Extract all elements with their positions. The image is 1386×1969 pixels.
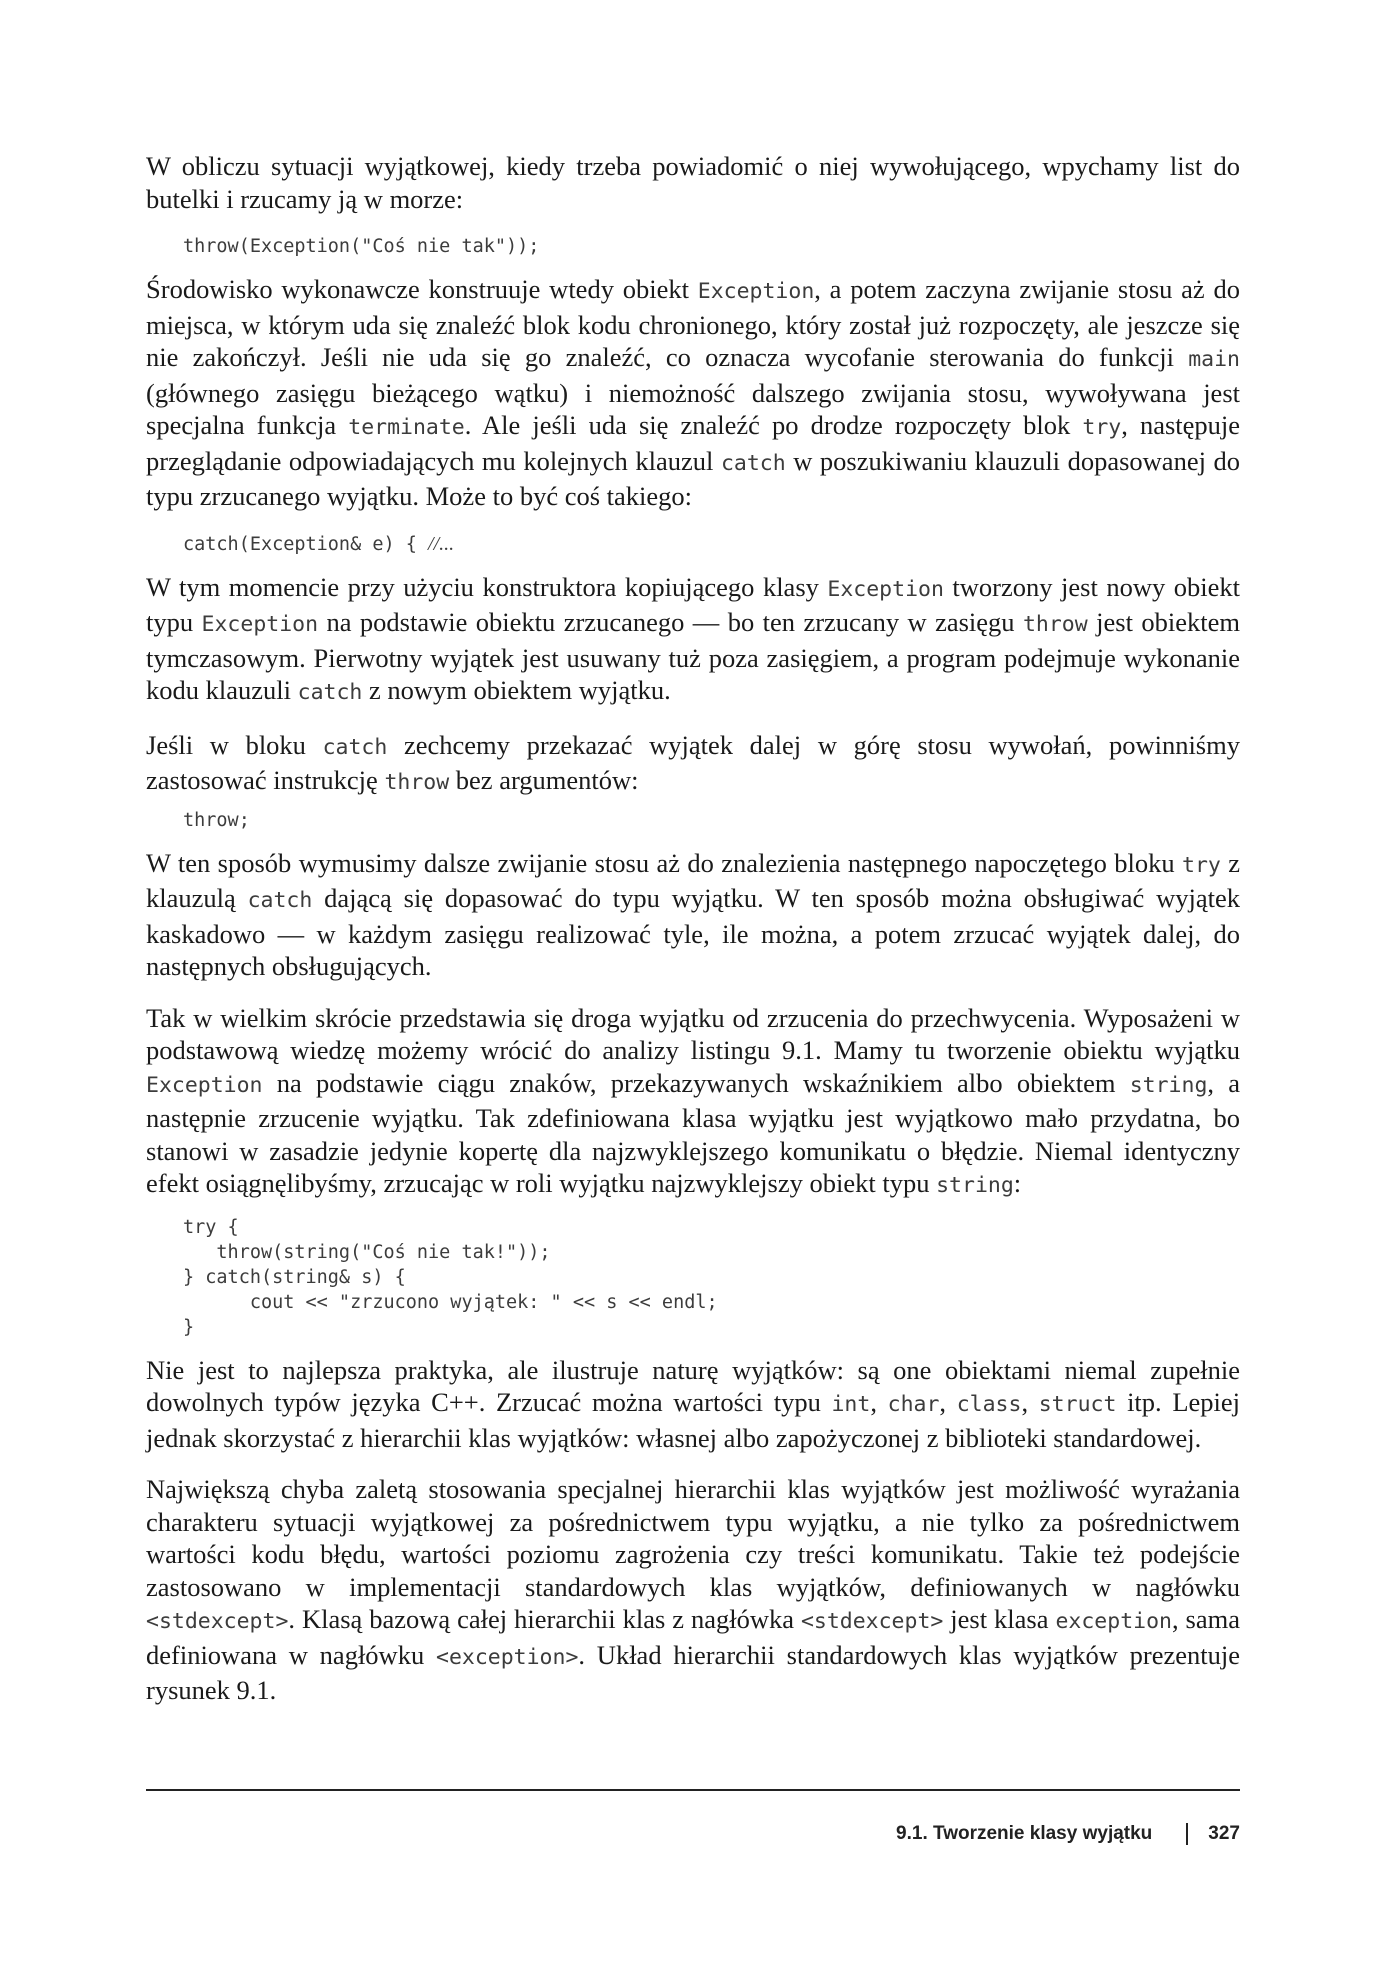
code-listing-try-catch: try { throw(string("Coś nie tak!")); } catch(string& s) { cout << "zrzucono wyjątek: " << s << endl; } [183, 1216, 718, 1338]
inline-code: int [831, 1392, 871, 1417]
inline-code: catch [322, 734, 388, 760]
inline-code: exception [1055, 1609, 1172, 1634]
inline-code: throw [384, 770, 450, 795]
inline-code: Exception [201, 612, 319, 637]
footer-separator [1186, 1823, 1188, 1845]
inline-code: terminate [348, 415, 465, 440]
inline-code: string [1129, 1072, 1208, 1098]
inline-code: string [936, 1173, 1014, 1198]
inline-code: try [1182, 852, 1221, 878]
inline-code: class [956, 1392, 1022, 1417]
inline-code: throw [1022, 612, 1088, 637]
paragraph-6: Tak w wielkim skrócie przedstawia się droga wyjątku od zrzucenia do przechwycenia. Wyposażeni w podstawową wiedzę możemy wrócić do analizy listingu 9.1. Mamy tu tworzenie obiektu wyjątku Exception na podstawie ciągu znaków, przekazywanych wskaźnikiem albo obiektem string, a następnie zrzucenie wyjątku. Tak zdefiniowana klasa wyjątku jest wyjątkowo mało przydatna, bo stanowi w zasadzie jedynie kopertę dla najzwyklejszego komunikatu o błędzie. Niemal identyczny efekt osiągnęlibyśmy, zrzucając w roli wyjątku najzwyklejszy obiekt typu string: [146, 1002, 1240, 1198]
inline-code: catch [297, 680, 363, 705]
running-footer-section: 9.1. Tworzenie klasy wyjątku [896, 1823, 1153, 1844]
inline-code: catch [247, 888, 313, 913]
paragraph-5: W ten sposób wymusimy dalsze zwijanie stosu aż do znalezienia następnego napoczętego bloku try z klauzulą catch dającą się dopasować do typu wyjątku. W ten sposób można obsługiwać wyjątek kaskadowo — w każdym zasięgu realizować tyle, ile można, a potem zrzucać wyjątek dalej, do następnych obsługujących. [146, 847, 1240, 981]
inline-code: char [887, 1392, 940, 1417]
paragraph-4: Jeśli w bloku catch zechcemy przekazać wyjątek dalej w górę stosu wywołań, powinniśmy zastosować instrukcję throw bez argumentów: [146, 729, 1240, 795]
inline-code: struct [1038, 1392, 1117, 1417]
code-snippet-throw: throw(Exception("Coś nie tak")); [183, 236, 540, 257]
paragraph-2: Środowisko wykonawcze konstruuje wtedy obiekt Exception, a potem zaczyna zwijanie stosu aż do miejsca, w którym uda się znaleźć blok kodu chronionego, który został już rozpoczęty, ale jeszcze się nie zakończył. Jeśli nie uda się go znaleźć, co oznacza wycofanie sterowania do funkcji main (głównego zasięgu bieżącego wątku) i niemożność dalszego zwijania stosu, wywoływana jest specjalna funkcja terminate. Ale jeśli uda się znaleźć po drodze rozpoczęty blok try, następuje przeglądanie odpowiadających mu kolejnych klauzul catch w poszukiwaniu klauzuli dopasowanej do typu zrzucanego wyjątku. Może to być coś takiego: [146, 274, 1241, 511]
paragraph-7: Nie jest to najlepsza praktyka, ale ilustruje naturę wyjątków: są one obiektami niemal zupełnie dowolnych typów języka C++. Zrzucać można wartości typu int, char, class, struct itp. Lepiej jednak skorzystać z hierarchii klas wyjątków: własnej albo zapożyczonej z biblioteki standardowej. [146, 1354, 1241, 1453]
inline-code: main [1188, 347, 1240, 372]
page-number: 327 [1208, 1823, 1240, 1844]
paragraph-8: Największą chyba zaletą stosowania specjalnej hierarchii klas wyjątków jest możliwość wyrażania charakteru sytuacji wyjątkowej za pośrednictwem typu wyjątku, a nie tylko za pośrednictwem wartości kodu błędu, wartości poziomu zagrożenia czy treści komunikatu. Takie też podejście zastosowano w implementacji standardowych klas wyjątków, definiowanych w nagłówku <stdexcept>. Klasą bazową całej hierarchii klas z nagłówka <stdexcept> jest klasa exception, sama definiowana w nagłówku <exception>. Układ hierarchii standardowych klas wyjątków prezentuje rysunek 9.1. [146, 1474, 1240, 1705]
footer-rule [146, 1789, 1240, 1791]
code-comment: //... [428, 532, 455, 555]
inline-code: try [1082, 415, 1122, 440]
inline-code: <stdexcept> [800, 1609, 944, 1634]
inline-code: Exception [146, 1072, 263, 1098]
inline-code: Exception [697, 279, 815, 304]
paragraph-3: W tym momencie przy użyciu konstruktora kopiującego klasy Exception tworzony jest nowy obiekt typu Exception na podstawie obiektu zrzucanego — bo ten zrzucany w zasięgu throw jest obiektem tymczasowym. Pierwotny wyjątek jest usuwany tuż poza zasięgiem, a program podejmuje wykonanie kodu klauzuli catch z nowym obiektem wyjątku. [146, 571, 1240, 705]
inline-code: catch [720, 450, 786, 476]
paragraph-1: W obliczu sytuacji wyjątkowej, kiedy trzeba powiadomić o niej wywołującego, wpychamy list do butelki i rzucamy ją w morze: [146, 151, 1240, 214]
body-text [146, 150, 1240, 1726]
inline-code: Exception [827, 576, 944, 602]
inline-code: <stdexcept> [146, 1609, 289, 1634]
inline-code: <exception> [436, 1644, 579, 1670]
code-snippet-rethrow: throw; [183, 809, 250, 831]
code-snippet-catch: catch(Exception& e) { //... [183, 532, 455, 555]
page-footer [896, 1823, 1240, 1845]
